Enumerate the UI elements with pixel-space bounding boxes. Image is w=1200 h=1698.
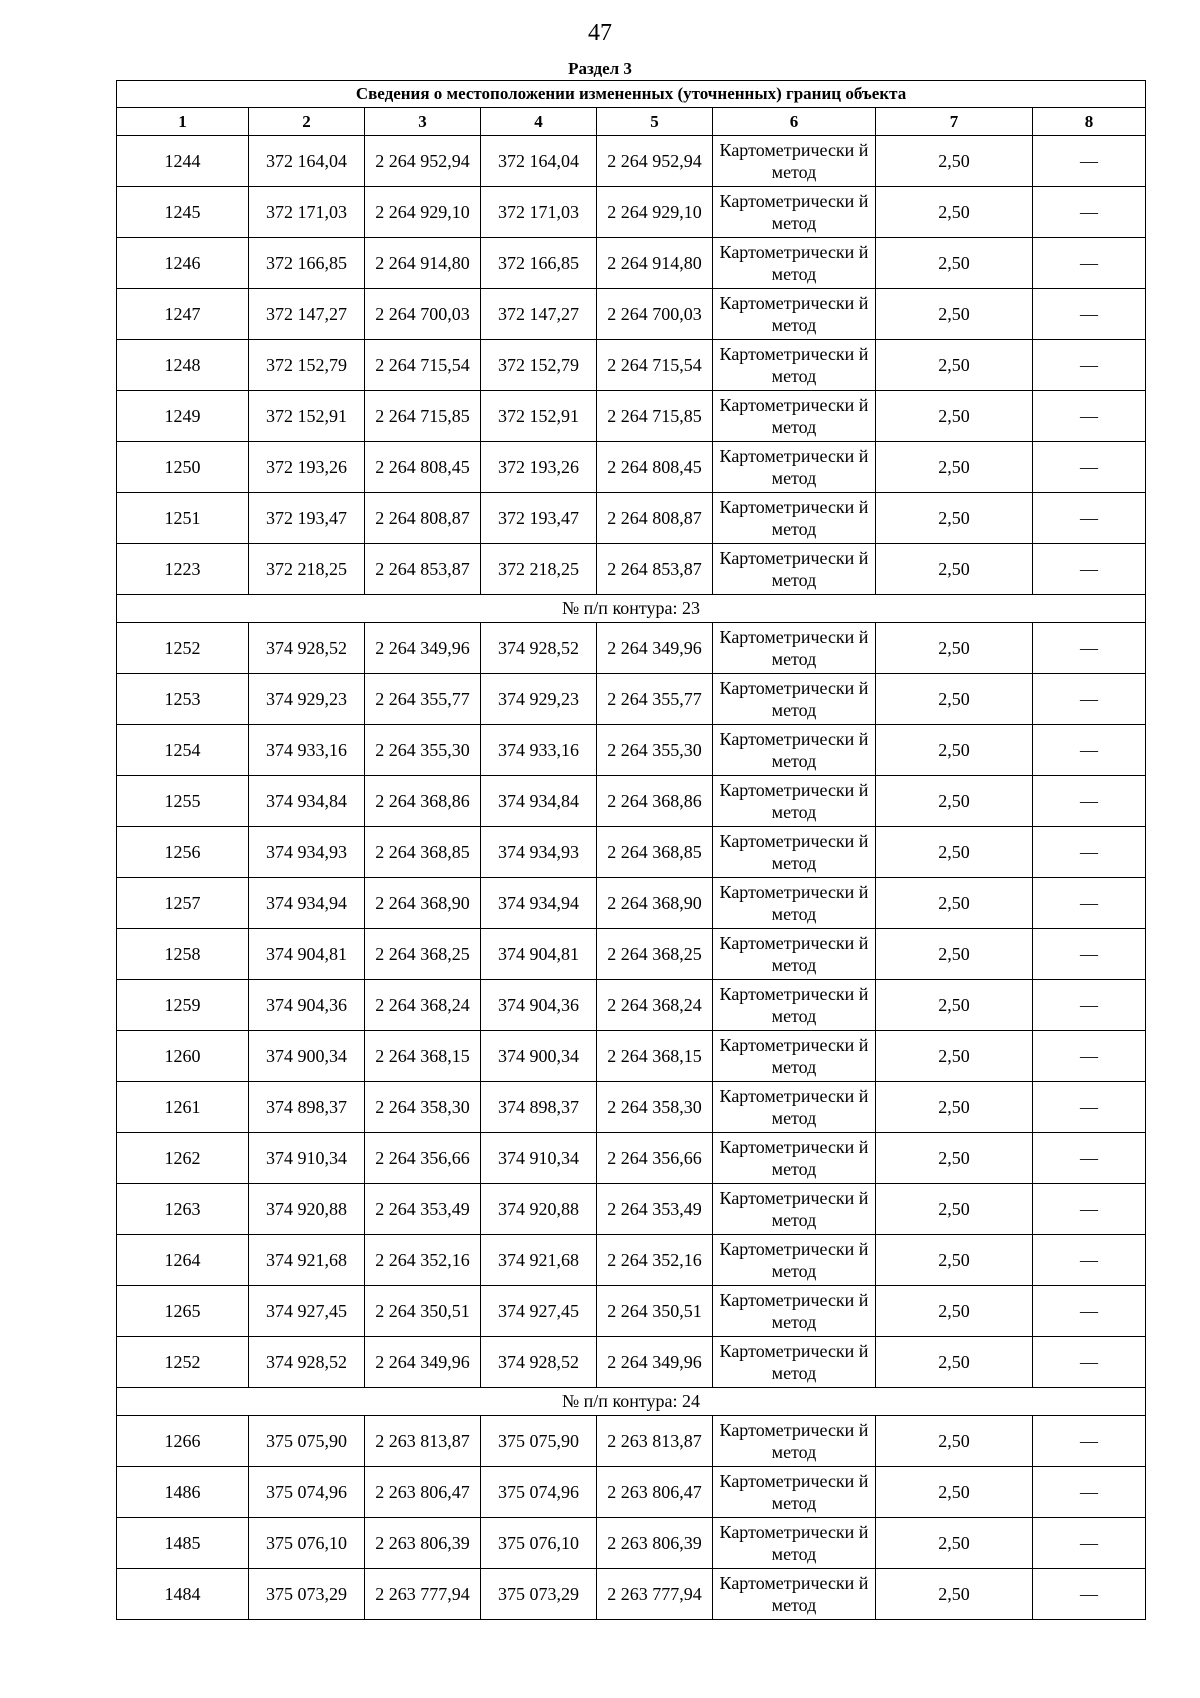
y-new-cell: 2 264 350,51	[597, 1286, 713, 1337]
method-text: Картометрически й метод	[719, 1086, 869, 1128]
accuracy-cell: 2,50	[876, 1082, 1033, 1133]
method-cell	[713, 1082, 876, 1133]
y-new-cell: 2 263 806,39	[597, 1518, 713, 1569]
accuracy-cell: 2,50	[876, 674, 1033, 725]
x-old-cell: 372 193,47	[249, 493, 365, 544]
x-new-cell: 375 073,29	[481, 1569, 597, 1620]
x-old-cell: 374 900,34	[249, 1031, 365, 1082]
x-new-cell: 372 164,04	[481, 136, 597, 187]
y-new-cell: 2 264 368,90	[597, 878, 713, 929]
y-old-cell: 2 264 700,03	[365, 289, 481, 340]
method-cell	[713, 878, 876, 929]
method-text: Картометрически й метод	[719, 1290, 869, 1332]
y-old-cell: 2 264 914,80	[365, 238, 481, 289]
y-old-cell: 2 264 352,16	[365, 1235, 481, 1286]
method-text: Картометрически й метод	[719, 1573, 869, 1615]
method-text: Картометрически й метод	[719, 678, 869, 720]
table-caption-row	[117, 81, 1146, 108]
x-old-cell: 372 147,27	[249, 289, 365, 340]
y-old-cell: 2 264 368,25	[365, 929, 481, 980]
y-new-cell: 2 264 355,77	[597, 674, 713, 725]
x-old-cell: 374 934,94	[249, 878, 365, 929]
table-row	[117, 340, 1146, 391]
x-new-cell: 374 933,16	[481, 725, 597, 776]
table-row	[117, 878, 1146, 929]
x-new-cell: 375 074,96	[481, 1467, 597, 1518]
column-header-3: 3	[365, 108, 481, 136]
column-header-4: 4	[481, 108, 597, 136]
y-old-cell: 2 263 813,87	[365, 1416, 481, 1467]
point-number-cell: 1260	[117, 1031, 249, 1082]
y-old-cell: 2 264 368,85	[365, 827, 481, 878]
y-new-cell: 2 264 368,15	[597, 1031, 713, 1082]
x-new-cell: 374 934,93	[481, 827, 597, 878]
y-old-cell: 2 264 853,87	[365, 544, 481, 595]
point-number-cell: 1246	[117, 238, 249, 289]
description-cell: —	[1033, 623, 1146, 674]
accuracy-cell: 2,50	[876, 929, 1033, 980]
x-new-cell: 374 928,52	[481, 1337, 597, 1388]
accuracy-cell: 2,50	[876, 1133, 1033, 1184]
description-cell: —	[1033, 929, 1146, 980]
y-new-cell: 2 264 808,45	[597, 442, 713, 493]
y-old-cell: 2 263 806,39	[365, 1518, 481, 1569]
x-old-cell: 374 933,16	[249, 725, 365, 776]
x-old-cell: 372 166,85	[249, 238, 365, 289]
method-text: Картометрически й метод	[719, 1239, 869, 1281]
y-new-cell: 2 263 813,87	[597, 1416, 713, 1467]
x-old-cell: 375 076,10	[249, 1518, 365, 1569]
x-new-cell: 372 152,91	[481, 391, 597, 442]
method-text: Картометрически й метод	[719, 140, 869, 182]
table-row	[117, 1467, 1146, 1518]
description-cell: —	[1033, 1518, 1146, 1569]
method-text: Картометрически й метод	[719, 548, 869, 590]
table-row	[117, 776, 1146, 827]
x-old-cell: 375 074,96	[249, 1467, 365, 1518]
accuracy-cell: 2,50	[876, 391, 1033, 442]
section-title: Раздел 3	[568, 59, 632, 78]
method-cell	[713, 1184, 876, 1235]
point-number-cell: 1247	[117, 289, 249, 340]
contour-label: № п/п контура: 23	[117, 595, 1146, 623]
x-old-cell: 372 218,25	[249, 544, 365, 595]
accuracy-cell: 2,50	[876, 493, 1033, 544]
table-row	[117, 1082, 1146, 1133]
point-number-cell: 1223	[117, 544, 249, 595]
description-cell: —	[1033, 289, 1146, 340]
y-new-cell: 2 264 368,86	[597, 776, 713, 827]
description-cell: —	[1033, 136, 1146, 187]
y-old-cell: 2 264 368,90	[365, 878, 481, 929]
method-cell	[713, 674, 876, 725]
y-old-cell: 2 263 777,94	[365, 1569, 481, 1620]
point-number-cell: 1244	[117, 136, 249, 187]
y-old-cell: 2 264 353,49	[365, 1184, 481, 1235]
table-row	[117, 289, 1146, 340]
point-number-cell: 1252	[117, 1337, 249, 1388]
x-new-cell: 374 928,52	[481, 623, 597, 674]
accuracy-cell: 2,50	[876, 238, 1033, 289]
method-cell	[713, 187, 876, 238]
x-new-cell: 374 927,45	[481, 1286, 597, 1337]
method-cell	[713, 1467, 876, 1518]
y-old-cell: 2 263 806,47	[365, 1467, 481, 1518]
point-number-cell: 1250	[117, 442, 249, 493]
method-cell	[713, 340, 876, 391]
coordinates-table	[116, 80, 1146, 1620]
column-header-row	[117, 108, 1146, 136]
method-text: Картометрически й метод	[719, 497, 869, 539]
x-old-cell: 375 075,90	[249, 1416, 365, 1467]
x-new-cell: 374 904,81	[481, 929, 597, 980]
page-number: 47	[588, 20, 612, 46]
y-old-cell: 2 264 350,51	[365, 1286, 481, 1337]
y-old-cell: 2 264 368,86	[365, 776, 481, 827]
point-number-cell: 1263	[117, 1184, 249, 1235]
table-caption: Сведения о местоположении измененных (уточненных) границ объекта	[117, 81, 1146, 108]
table-row	[117, 391, 1146, 442]
x-old-cell: 374 927,45	[249, 1286, 365, 1337]
method-text: Картометрически й метод	[719, 1035, 869, 1077]
accuracy-cell: 2,50	[876, 1569, 1033, 1620]
y-old-cell: 2 264 368,24	[365, 980, 481, 1031]
method-cell	[713, 1235, 876, 1286]
y-new-cell: 2 264 349,96	[597, 623, 713, 674]
description-cell: —	[1033, 1082, 1146, 1133]
point-number-cell: 1265	[117, 1286, 249, 1337]
x-old-cell: 372 193,26	[249, 442, 365, 493]
method-cell	[713, 929, 876, 980]
point-number-cell: 1255	[117, 776, 249, 827]
x-new-cell: 372 218,25	[481, 544, 597, 595]
y-new-cell: 2 264 808,87	[597, 493, 713, 544]
accuracy-cell: 2,50	[876, 725, 1033, 776]
y-old-cell: 2 264 358,30	[365, 1082, 481, 1133]
point-number-cell: 1266	[117, 1416, 249, 1467]
y-new-cell: 2 264 929,10	[597, 187, 713, 238]
method-cell	[713, 827, 876, 878]
column-header-8: 8	[1033, 108, 1146, 136]
y-old-cell: 2 264 356,66	[365, 1133, 481, 1184]
x-new-cell: 372 152,79	[481, 340, 597, 391]
table-row	[117, 136, 1146, 187]
description-cell: —	[1033, 238, 1146, 289]
method-cell	[713, 1031, 876, 1082]
method-cell	[713, 1518, 876, 1569]
y-new-cell: 2 264 356,66	[597, 1133, 713, 1184]
column-header-2: 2	[249, 108, 365, 136]
method-cell	[713, 289, 876, 340]
method-text: Картометрически й метод	[719, 831, 869, 873]
x-new-cell: 372 166,85	[481, 238, 597, 289]
y-old-cell: 2 264 349,96	[365, 623, 481, 674]
contour-row	[117, 1388, 1146, 1416]
description-cell: —	[1033, 1235, 1146, 1286]
table-row	[117, 1031, 1146, 1082]
method-cell	[713, 1286, 876, 1337]
point-number-cell: 1264	[117, 1235, 249, 1286]
table-row	[117, 1235, 1146, 1286]
table-row	[117, 980, 1146, 1031]
y-new-cell: 2 264 358,30	[597, 1082, 713, 1133]
x-old-cell: 372 171,03	[249, 187, 365, 238]
accuracy-cell: 2,50	[876, 980, 1033, 1031]
x-old-cell: 375 073,29	[249, 1569, 365, 1620]
y-new-cell: 2 264 353,49	[597, 1184, 713, 1235]
description-cell: —	[1033, 1184, 1146, 1235]
method-cell	[713, 1569, 876, 1620]
x-old-cell: 374 910,34	[249, 1133, 365, 1184]
table-row	[117, 929, 1146, 980]
table-row	[117, 238, 1146, 289]
accuracy-cell: 2,50	[876, 1184, 1033, 1235]
description-cell: —	[1033, 674, 1146, 725]
accuracy-cell: 2,50	[876, 878, 1033, 929]
x-old-cell: 374 898,37	[249, 1082, 365, 1133]
accuracy-cell: 2,50	[876, 1518, 1033, 1569]
table-row	[117, 442, 1146, 493]
point-number-cell: 1262	[117, 1133, 249, 1184]
accuracy-cell: 2,50	[876, 187, 1033, 238]
x-old-cell: 374 928,52	[249, 1337, 365, 1388]
x-old-cell: 372 164,04	[249, 136, 365, 187]
method-text: Картометрически й метод	[719, 627, 869, 669]
x-old-cell: 374 928,52	[249, 623, 365, 674]
method-text: Картометрически й метод	[719, 1471, 869, 1513]
y-new-cell: 2 264 914,80	[597, 238, 713, 289]
description-cell: —	[1033, 878, 1146, 929]
x-old-cell: 374 934,84	[249, 776, 365, 827]
method-cell	[713, 238, 876, 289]
accuracy-cell: 2,50	[876, 623, 1033, 674]
description-cell: —	[1033, 1031, 1146, 1082]
method-text: Картометрически й метод	[719, 1522, 869, 1564]
method-text: Картометрически й метод	[719, 882, 869, 924]
y-new-cell: 2 264 368,24	[597, 980, 713, 1031]
description-cell: —	[1033, 187, 1146, 238]
x-new-cell: 374 921,68	[481, 1235, 597, 1286]
y-new-cell: 2 263 777,94	[597, 1569, 713, 1620]
y-old-cell: 2 264 808,45	[365, 442, 481, 493]
x-new-cell: 374 929,23	[481, 674, 597, 725]
y-new-cell: 2 264 715,54	[597, 340, 713, 391]
method-text: Картометрически й метод	[719, 344, 869, 386]
column-header-6: 6	[713, 108, 876, 136]
description-cell: —	[1033, 391, 1146, 442]
method-cell	[713, 136, 876, 187]
y-old-cell: 2 264 808,87	[365, 493, 481, 544]
x-old-cell: 372 152,91	[249, 391, 365, 442]
x-old-cell: 374 934,93	[249, 827, 365, 878]
table-body	[117, 136, 1146, 1620]
description-cell: —	[1033, 725, 1146, 776]
method-text: Картометрически й метод	[719, 1137, 869, 1179]
x-old-cell: 372 152,79	[249, 340, 365, 391]
accuracy-cell: 2,50	[876, 1031, 1033, 1082]
accuracy-cell: 2,50	[876, 340, 1033, 391]
method-text: Картометрически й метод	[719, 1420, 869, 1462]
y-old-cell: 2 264 715,85	[365, 391, 481, 442]
x-new-cell: 374 910,34	[481, 1133, 597, 1184]
y-old-cell: 2 264 355,30	[365, 725, 481, 776]
x-new-cell: 374 900,34	[481, 1031, 597, 1082]
table-row	[117, 827, 1146, 878]
method-cell	[713, 776, 876, 827]
point-number-cell: 1261	[117, 1082, 249, 1133]
x-old-cell: 374 921,68	[249, 1235, 365, 1286]
description-cell: —	[1033, 1133, 1146, 1184]
point-number-cell: 1257	[117, 878, 249, 929]
x-new-cell: 372 171,03	[481, 187, 597, 238]
point-number-cell: 1485	[117, 1518, 249, 1569]
x-new-cell: 374 920,88	[481, 1184, 597, 1235]
y-new-cell: 2 264 355,30	[597, 725, 713, 776]
method-text: Картометрически й метод	[719, 446, 869, 488]
method-text: Картометрически й метод	[719, 395, 869, 437]
description-cell: —	[1033, 1416, 1146, 1467]
point-number-cell: 1248	[117, 340, 249, 391]
y-old-cell: 2 264 929,10	[365, 187, 481, 238]
table-row	[117, 1518, 1146, 1569]
accuracy-cell: 2,50	[876, 136, 1033, 187]
method-text: Картометрически й метод	[719, 1188, 869, 1230]
y-new-cell: 2 263 806,47	[597, 1467, 713, 1518]
point-number-cell: 1254	[117, 725, 249, 776]
description-cell: —	[1033, 827, 1146, 878]
point-number-cell: 1245	[117, 187, 249, 238]
method-cell	[713, 493, 876, 544]
method-text: Картометрически й метод	[719, 984, 869, 1026]
y-new-cell: 2 264 349,96	[597, 1337, 713, 1388]
y-new-cell: 2 264 368,25	[597, 929, 713, 980]
x-new-cell: 372 193,26	[481, 442, 597, 493]
method-cell	[713, 1337, 876, 1388]
point-number-cell: 1253	[117, 674, 249, 725]
description-cell: —	[1033, 776, 1146, 827]
table-row	[117, 674, 1146, 725]
method-cell	[713, 623, 876, 674]
description-cell: —	[1033, 980, 1146, 1031]
x-new-cell: 372 147,27	[481, 289, 597, 340]
x-old-cell: 374 920,88	[249, 1184, 365, 1235]
y-new-cell: 2 264 352,16	[597, 1235, 713, 1286]
contour-row	[117, 595, 1146, 623]
method-text: Картометрически й метод	[719, 293, 869, 335]
table-row	[117, 544, 1146, 595]
x-new-cell: 374 898,37	[481, 1082, 597, 1133]
description-cell: —	[1033, 442, 1146, 493]
accuracy-cell: 2,50	[876, 442, 1033, 493]
method-text: Картометрически й метод	[719, 191, 869, 233]
point-number-cell: 1258	[117, 929, 249, 980]
y-old-cell: 2 264 368,15	[365, 1031, 481, 1082]
x-new-cell: 375 075,90	[481, 1416, 597, 1467]
table-row	[117, 1184, 1146, 1235]
y-new-cell: 2 264 700,03	[597, 289, 713, 340]
x-new-cell: 374 934,84	[481, 776, 597, 827]
description-cell: —	[1033, 1569, 1146, 1620]
point-number-cell: 1251	[117, 493, 249, 544]
column-header-5: 5	[597, 108, 713, 136]
method-cell	[713, 980, 876, 1031]
x-new-cell: 372 193,47	[481, 493, 597, 544]
x-new-cell: 374 934,94	[481, 878, 597, 929]
method-cell	[713, 1133, 876, 1184]
accuracy-cell: 2,50	[876, 544, 1033, 595]
y-new-cell: 2 264 368,85	[597, 827, 713, 878]
point-number-cell: 1252	[117, 623, 249, 674]
point-number-cell: 1259	[117, 980, 249, 1031]
contour-label: № п/п контура: 24	[117, 1388, 1146, 1416]
y-old-cell: 2 264 715,54	[365, 340, 481, 391]
x-old-cell: 374 904,36	[249, 980, 365, 1031]
description-cell: —	[1033, 544, 1146, 595]
method-text: Картометрически й метод	[719, 1341, 869, 1383]
point-number-cell: 1256	[117, 827, 249, 878]
table-row	[117, 1416, 1146, 1467]
y-old-cell: 2 264 355,77	[365, 674, 481, 725]
y-new-cell: 2 264 853,87	[597, 544, 713, 595]
x-new-cell: 375 076,10	[481, 1518, 597, 1569]
table-row	[117, 1286, 1146, 1337]
method-cell	[713, 544, 876, 595]
method-cell	[713, 442, 876, 493]
description-cell: —	[1033, 1286, 1146, 1337]
description-cell: —	[1033, 1467, 1146, 1518]
table-row	[117, 1337, 1146, 1388]
y-new-cell: 2 264 715,85	[597, 391, 713, 442]
y-old-cell: 2 264 952,94	[365, 136, 481, 187]
table-row	[117, 1569, 1146, 1620]
column-header-7: 7	[876, 108, 1033, 136]
x-old-cell: 374 904,81	[249, 929, 365, 980]
table-row	[117, 623, 1146, 674]
description-cell: —	[1033, 493, 1146, 544]
column-header-1: 1	[117, 108, 249, 136]
accuracy-cell: 2,50	[876, 1235, 1033, 1286]
point-number-cell: 1484	[117, 1569, 249, 1620]
y-old-cell: 2 264 349,96	[365, 1337, 481, 1388]
table-row	[117, 1133, 1146, 1184]
table-row	[117, 725, 1146, 776]
table-row	[117, 493, 1146, 544]
method-text: Картометрически й метод	[719, 729, 869, 771]
method-text: Картометрически й метод	[719, 933, 869, 975]
accuracy-cell: 2,50	[876, 827, 1033, 878]
method-text: Картометрически й метод	[719, 780, 869, 822]
accuracy-cell: 2,50	[876, 1286, 1033, 1337]
table-row	[117, 187, 1146, 238]
description-cell: —	[1033, 1337, 1146, 1388]
y-new-cell: 2 264 952,94	[597, 136, 713, 187]
description-cell: —	[1033, 340, 1146, 391]
accuracy-cell: 2,50	[876, 1416, 1033, 1467]
accuracy-cell: 2,50	[876, 776, 1033, 827]
accuracy-cell: 2,50	[876, 289, 1033, 340]
method-text: Картометрически й метод	[719, 242, 869, 284]
accuracy-cell: 2,50	[876, 1337, 1033, 1388]
x-new-cell: 374 904,36	[481, 980, 597, 1031]
point-number-cell: 1486	[117, 1467, 249, 1518]
method-cell	[713, 391, 876, 442]
x-old-cell: 374 929,23	[249, 674, 365, 725]
method-cell	[713, 1416, 876, 1467]
method-cell	[713, 725, 876, 776]
accuracy-cell: 2,50	[876, 1467, 1033, 1518]
point-number-cell: 1249	[117, 391, 249, 442]
